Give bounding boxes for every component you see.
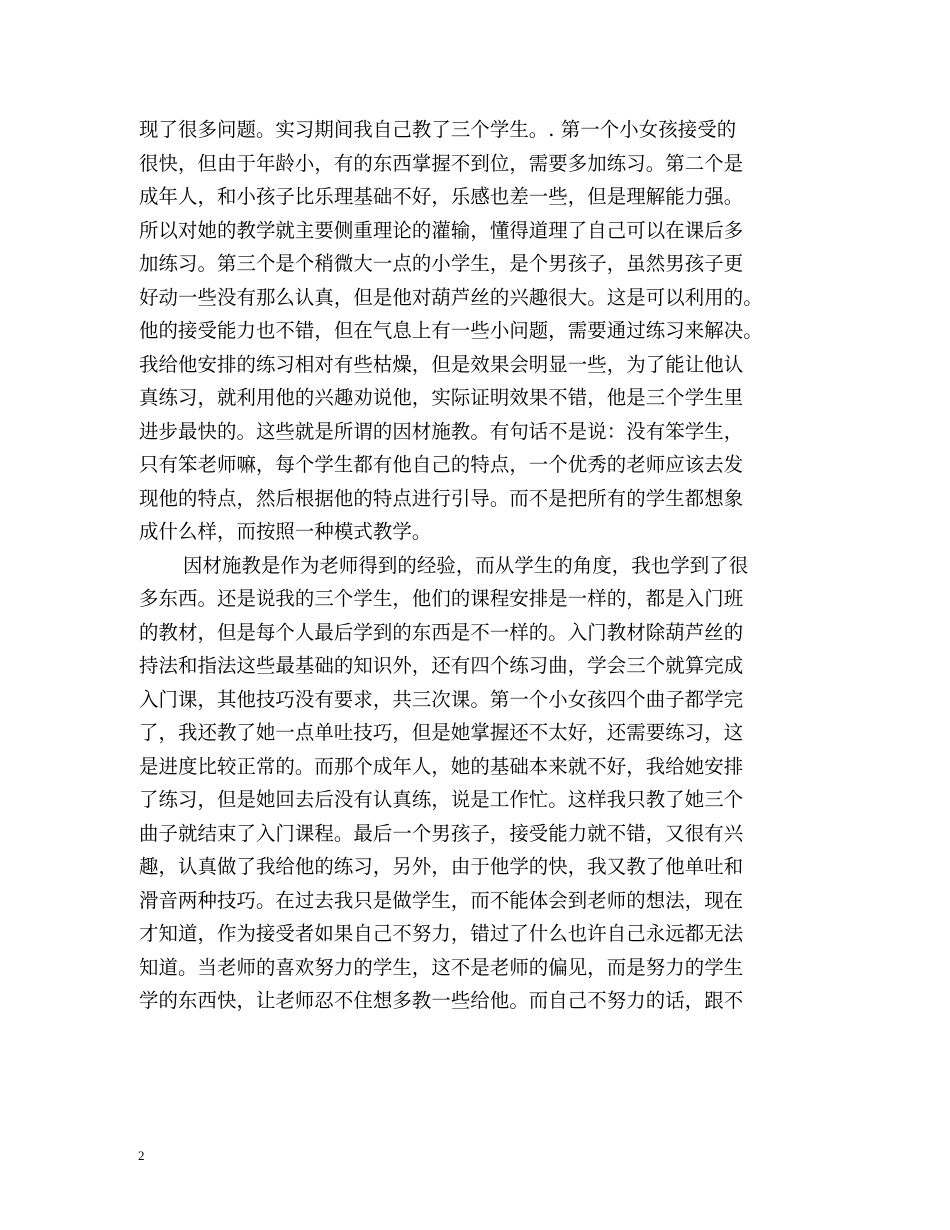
text-line: 入门课，其他技巧没有要求，共三次课。第一个小女孩四个曲子都学完 [139, 687, 744, 711]
text-line: 加练习。第三个是个稍微大一点的小学生，是个男孩子，虽然男孩子更 [139, 252, 744, 275]
text-line: 他的接受能力也不错，但在气息上有一些小问题，需要通过练习来解决。 [139, 319, 763, 342]
text-line: 现了很多问题。实习期间我自己教了三个学生。. 第一个小女孩接受的 [139, 118, 737, 141]
text-line: 学的东西快，让老师忍不住想多教一些给他。而自己不努力的话，跟不 [139, 989, 744, 1012]
text-line: 是进度比较正常的。而那个成年人，她的基础本来就不好，我给她安排 [139, 754, 744, 778]
text-line: 滑音两种技巧。在过去我只是做学生，而不能体会到老师的想法，现在 [139, 888, 744, 912]
text-line: 真练习，就利用他的兴趣劝说他，实际证明效果不错，他是三个学生里 [139, 386, 744, 409]
text-line: 进步最快的。这些就是所谓的因材施教。有句话不是说：没有笨学生， [139, 419, 744, 443]
text-line: 了练习，但是她回去后没有认真练，说是工作忙。这样我只教了她三个 [139, 788, 744, 811]
text-line: 因材施教是作为老师得到的经验，而从学生的角度，我也学到了很 [183, 553, 749, 577]
text-line: 很快，但由于年龄小，有的东西掌握不到位，需要多加练习。第二个是 [139, 151, 744, 175]
page-number: 2 [138, 1148, 145, 1163]
text-line: 持法和指法这些最基础的知识外，还有四个练习曲，学会三个就算完成 [139, 654, 744, 677]
text-line: 成年人，和小孩子比乐理基础不好，乐感也差一些，但是理解能力强。 [139, 185, 744, 208]
text-line: 成什么样，而按照一种模式教学。 [139, 520, 432, 543]
text-line: 现他的特点，然后根据他的特点进行引导。而不是把所有的学生都想象 [139, 486, 744, 510]
text-line: 曲子就结束了入门课程。最后一个男孩子，接受能力就不错，又很有兴 [139, 821, 744, 845]
body-text [139, 113, 839, 1018]
text-line: 多东西。还是说我的三个学生，他们的课程安排是一样的，都是入门班 [139, 587, 744, 610]
text-line: 只有笨老师嘛，每个学生都有他自己的特点，一个优秀的老师应该去发 [139, 453, 744, 476]
text-line: 所以对她的教学就主要侧重理论的灌输，懂得道理了自己可以在课后多 [139, 218, 744, 242]
text-line: 了，我还教了她一点单吐技巧，但是她掌握还不太好，还需要练习，这 [139, 721, 744, 744]
text-line: 知道。当老师的喜欢努力的学生，这不是老师的偏见，而是努力的学生 [139, 955, 744, 979]
text-line: 的教材，但是每个人最后学到的东西是不一样的。入门教材除葫芦丝的 [139, 620, 744, 644]
text-line: 才知道，作为接受者如果自己不努力，错过了什么也许自己永远都无法 [139, 922, 744, 945]
text-line: 趣，认真做了我给他的练习，另外，由于他学的快，我又教了他单吐和 [139, 855, 744, 878]
text-line: 好动一些没有那么认真，但是他对葫芦丝的兴趣很大。这是可以利用的。 [139, 285, 763, 309]
text-line: 我给他安排的练习相对有些枯燥，但是效果会明显一些，为了能让他认 [139, 352, 744, 376]
